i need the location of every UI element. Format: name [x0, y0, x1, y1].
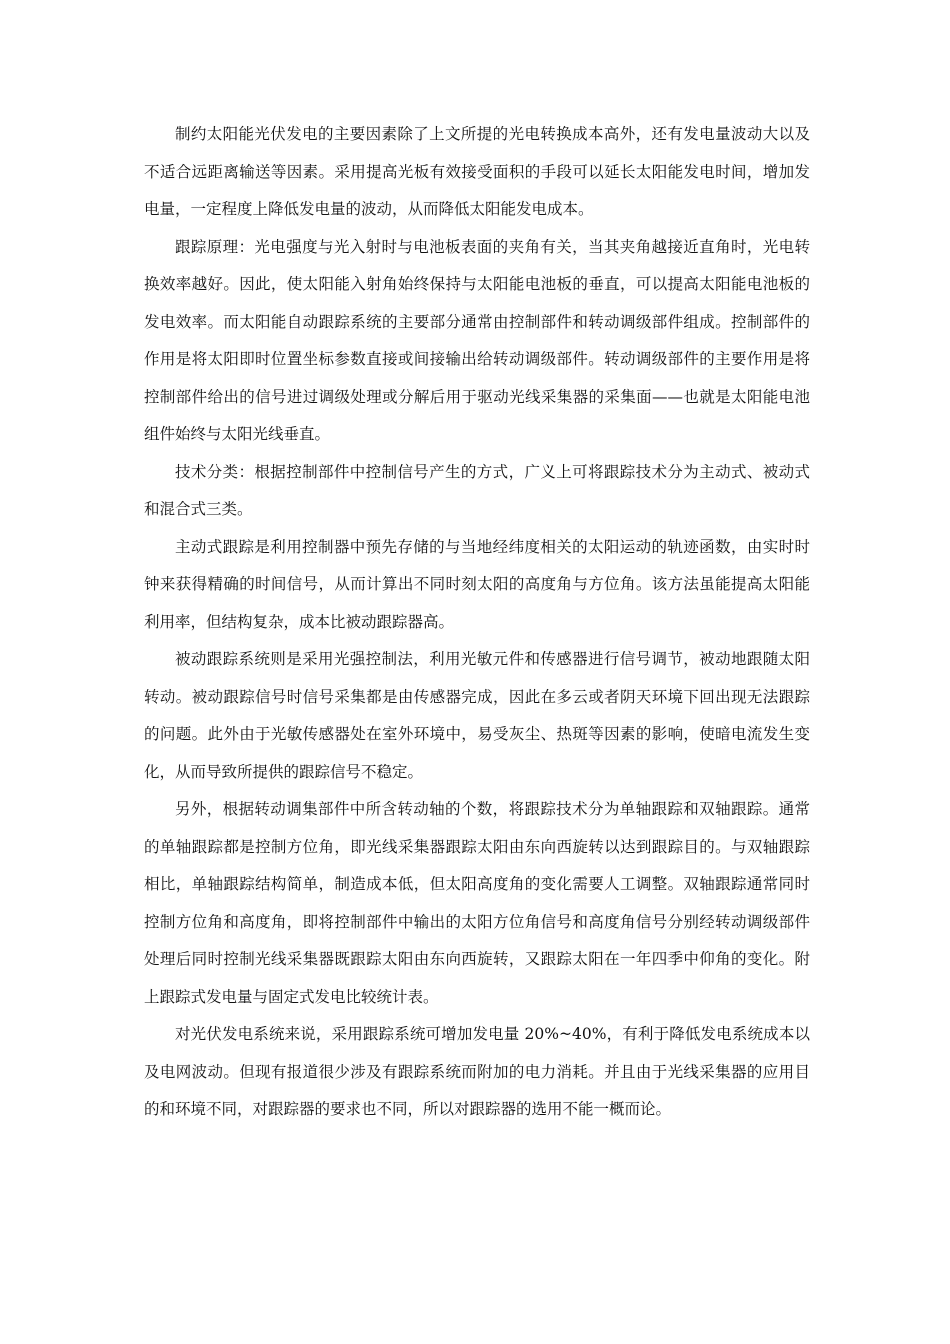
paragraph-7: 对光伏发电系统来说，采用跟踪系统可增加发电量 20%~40%，有利于降低发电系统成本以及电网波动。但现有报道很少涉及有跟踪系统而附加的电力消耗。并且由于光线采集器的应用目的和环境不同，对跟踪器的要求也不同，所以对跟踪器的选用不能一概而论。 — [144, 1025, 810, 1118]
paragraph-4: 主动式跟踪是利用控制器中预先存储的与当地经纬度相关的太阳运动的轨迹函数，由实时时钟来获得精确的时间信号，从而计算出不同时刻太阳的高度角与方位角。该方法虽能提高太阳能利用率，但结构复杂，成本比被动跟踪器高。 — [144, 537, 810, 631]
paragraph-3: 技术分类：根据控制部件中控制信号产生的方式，广义上可将跟踪技术分为主动式、被动式和混合式三类。 — [144, 462, 810, 518]
paragraph-1: 制约太阳能光伏发电的主要因素除了上文所提的光电转换成本高外，还有发电量波动大以及不适合远距离输送等因素。采用提高光板有效接受面积的手段可以延长太阳能发电时间，增加发电量，一定程度上降低发电量的波动，从而降低太阳能发电成本。 — [144, 125, 810, 218]
paragraph-2: 跟踪原理：光电强度与光入射时与电池板表面的夹角有关，当其夹角越接近直角时，光电转换效率越好。因此，使太阳能入射角始终保持与太阳能电池板的垂直，可以提高太阳能电池板的发电效率。而太阳能自动跟踪系统的主要部分通常由控制部件和转动调级部件组成。控制部件的作用是将太阳即时位置坐标参数直接或间接输出给转动调级部件。转动调级部件的主要作用是将控制部件给出的信号进过调级处理或分解后用于驱动光线采集器的采集面——也就是太阳能电池组件始终与太阳光线垂直。 — [144, 237, 810, 443]
paragraph-5: 被动跟踪系统则是采用光强控制法，利用光敏元件和传感器进行信号调节，被动地跟随太阳转动。被动跟踪信号时信号采集都是由传感器完成，因此在多云或者阴天环境下回出现无法跟踪的问题。此外由于光敏传感器处在室外环境中，易受灰尘、热斑等因素的影响，使暗电流发生变化，从而导致所提供的跟踪信号不稳定。 — [144, 650, 810, 781]
document-body — [144, 116, 810, 1129]
paragraph-6: 另外，根据转动调集部件中所含转动轴的个数，将跟踪技术分为单轴跟踪和双轴跟踪。通常的单轴跟踪都是控制方位角，即光线采集器跟踪太阳由东向西旋转以达到跟踪目的。与双轴跟踪相比，单轴跟踪结构简单，制造成本低，但太阳高度角的变化需要人工调整。双轴跟踪通常同时控制方位角和高度角，即将控制部件中输出的太阳方位角信号和高度角信号分别经转动调级部件处理后同时控制光线采集器既跟踪太阳由东向西旋转，又跟踪太阳在一年四季中仰角的变化。附上跟踪式发电量与固定式发电比较统计表。 — [144, 800, 810, 1006]
